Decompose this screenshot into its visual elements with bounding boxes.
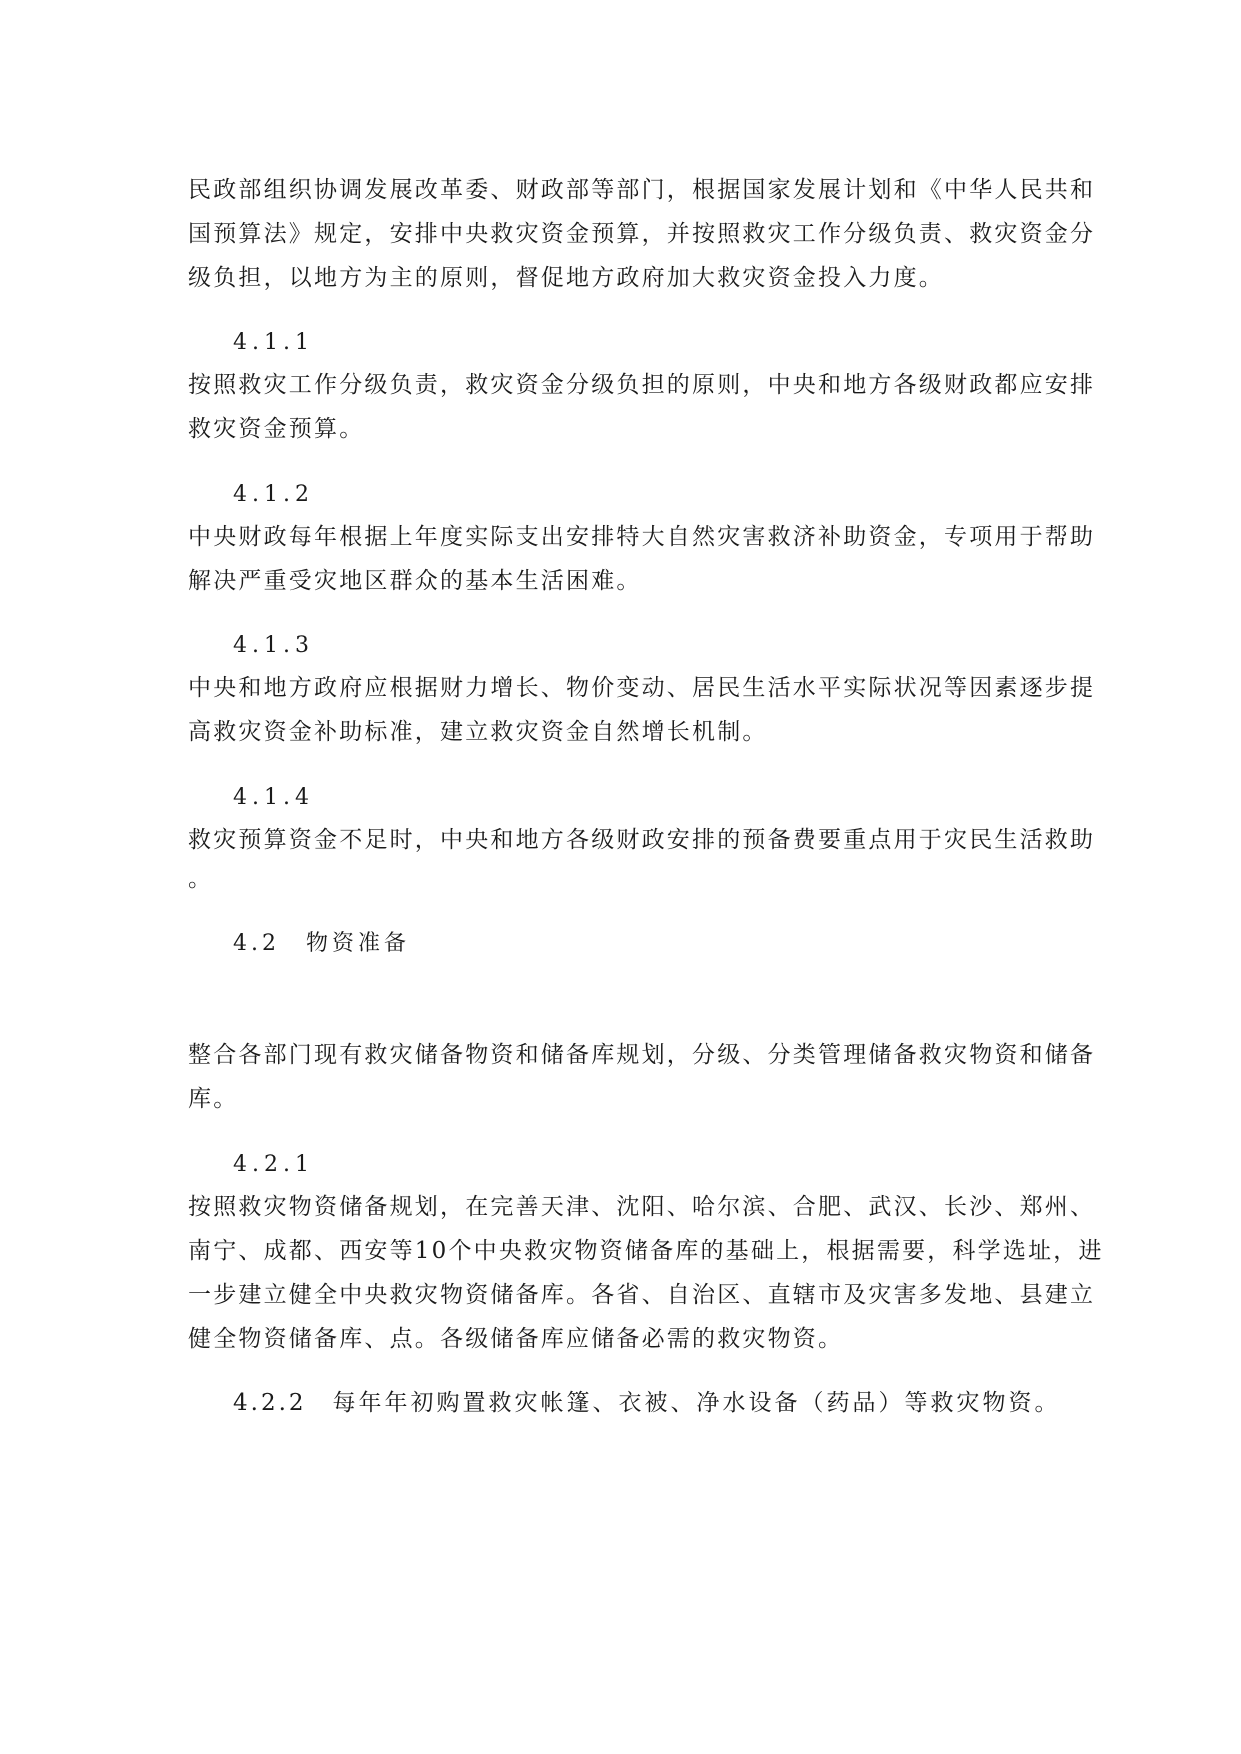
s414-line-1: 救灾预算资金不足时，中央和地方各级财政安排的预备费要重点用于灾民生活救助 bbox=[188, 827, 1096, 853]
s42-line-2: 库。 bbox=[188, 1086, 239, 1112]
section-number-4-1-1: 4.1.1 bbox=[233, 330, 314, 355]
s412-line-1: 中央财政每年根据上年度实际支出安排特大自然灾害救济补助资金，专项用于帮助 bbox=[188, 524, 1096, 550]
intro-line-1: 民政部组织协调发展改革委、财政部等部门，根据国家发展计划和《中华人民共和 bbox=[188, 177, 1096, 203]
s413-line-1: 中央和地方政府应根据财力增长、物价变动、居民生活水平实际状况等因素逐步提 bbox=[188, 675, 1096, 701]
intro-line-3: 级负担，以地方为主的原则，督促地方政府加大救灾资金投入力度。 bbox=[188, 265, 944, 291]
s411-line-2: 救灾资金预算。 bbox=[188, 416, 365, 442]
s412-line-2: 解决严重受灾地区群众的基本生活困难。 bbox=[188, 568, 642, 594]
section-4-2-2-line: 4.2.2 每年年初购置救灾帐篷、衣被、净水设备（药品）等救灾物资。 bbox=[233, 1390, 1061, 1416]
s421-line-3: 一步建立健全中央救灾物资储备库。各省、自治区、直辖市及灾害多发地、县建立 bbox=[188, 1282, 1096, 1308]
s42-line-1: 整合各部门现有救灾储备物资和储备库规划，分级、分类管理储备救灾物资和储备 bbox=[188, 1042, 1096, 1068]
section-number-4-1-2: 4.1.2 bbox=[233, 482, 314, 507]
s421-line-2: 南宁、成都、西安等10个中央救灾物资储备库的基础上，根据需要，科学选址，进 bbox=[188, 1238, 1104, 1264]
section-number-4-2-1: 4.2.1 bbox=[233, 1152, 314, 1177]
s411-line-1: 按照救灾工作分级负责，救灾资金分级负担的原则，中央和地方各级财政都应安排 bbox=[188, 372, 1096, 398]
s413-line-2: 高救灾资金补助标准，建立救灾资金自然增长机制。 bbox=[188, 719, 768, 745]
section-number-4-1-4: 4.1.4 bbox=[233, 785, 314, 810]
s414-line-2: 。 bbox=[188, 866, 214, 892]
s421-line-4: 健全物资储备库、点。各级储备库应储备必需的救灾物资。 bbox=[188, 1326, 844, 1352]
intro-line-2: 国预算法》规定，安排中央救灾资金预算，并按照救灾工作分级负责、救灾资金分 bbox=[188, 221, 1096, 247]
section-heading-4-2: 4.2 物资准备 bbox=[233, 931, 410, 956]
section-number-4-1-3: 4.1.3 bbox=[233, 633, 314, 658]
s421-line-1: 按照救灾物资储备规划，在完善天津、沈阳、哈尔滨、合肥、武汉、长沙、郑州、 bbox=[188, 1194, 1096, 1220]
